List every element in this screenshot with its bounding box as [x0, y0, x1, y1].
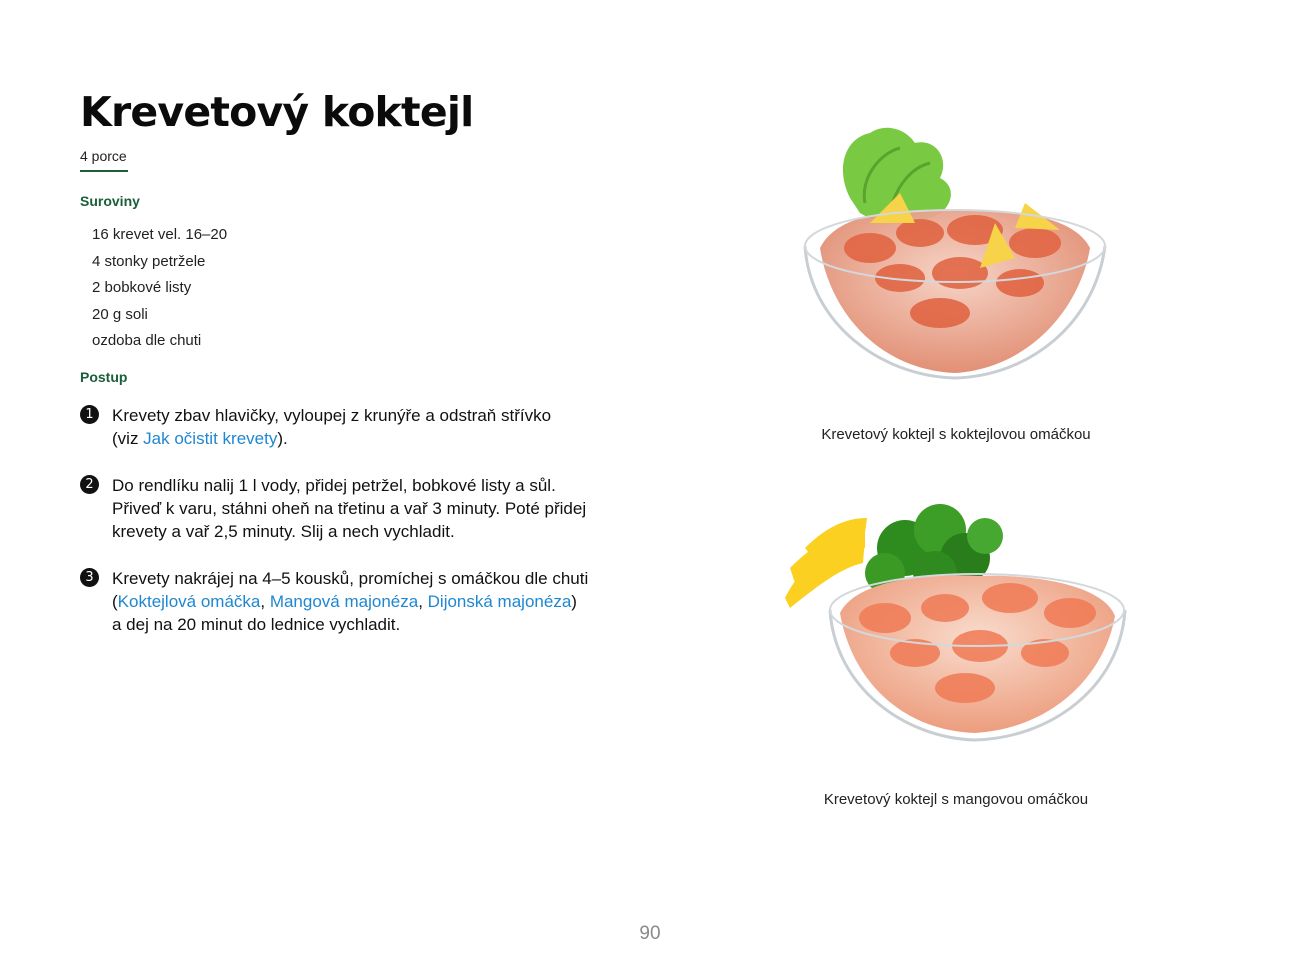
- servings-label: 4 porce: [80, 148, 128, 172]
- ingredients-list: [92, 222, 227, 355]
- step-3: [80, 567, 640, 636]
- link-cocktail-sauce[interactable]: Koktejlová omáčka: [117, 592, 261, 611]
- photo-caption-1: Krevetový koktejl s koktejlovou omáčkou: [821, 426, 1091, 443]
- page-number: 90: [639, 923, 661, 944]
- mango-slices-icon: [785, 518, 867, 608]
- link-mango-mayo[interactable]: Mangová majonéza: [269, 592, 419, 611]
- step-text: ).: [277, 429, 288, 448]
- ingredient-item: ozdoba dle chuti: [92, 332, 202, 349]
- link-dijon-mayo[interactable]: Dijonská majonéza: [427, 592, 572, 611]
- link-clean-shrimp[interactable]: Jak očistit krevety: [143, 429, 278, 448]
- step-text: Krevety zbav hlavičky, vyloupej z krunýře a odstraň střívko: [112, 406, 552, 425]
- step-text: ,: [418, 592, 428, 611]
- recipe-title: Krevetový koktejl: [80, 88, 474, 136]
- ingredient-item: 20 g soli: [92, 305, 148, 323]
- step-number-badge: 1: [80, 405, 99, 424]
- shrimp-cocktail-photo-2: [785, 488, 1130, 743]
- step-text: ): [571, 592, 577, 611]
- method-heading: Postup: [80, 369, 128, 385]
- ingredient-item: 2 bobkové listy: [92, 279, 192, 296]
- ingredient-item: 16 krevet vel. 16–20: [92, 226, 228, 243]
- method-steps: [80, 404, 640, 636]
- step-text: Krevety nakrájej na 4–5 kousků, promíchej s omáčkou dle chuti: [112, 569, 589, 588]
- ingredient-item: 4 stonky petržele: [92, 252, 206, 270]
- step-text: (: [112, 592, 118, 611]
- photo-caption-2: Krevetový koktejl s mangovou omáčkou: [823, 791, 1089, 808]
- step-number-badge: 2: [80, 475, 99, 494]
- step-1: [80, 404, 640, 450]
- ingredients-heading: Suroviny: [80, 193, 140, 209]
- step-text: Do rendlíku nalij 1 l vody, přidej petržel, bobkové listy a sůl. Přiveď k varu, stáhni oheň na třetinu a vař 3 minuty. Poté přidej krevety a vař 2,5 minuty. Slij a nech vychladit.: [112, 476, 587, 541]
- step-text: a dej na 20 minut do lednice vychladit.: [112, 615, 401, 634]
- shrimp-cocktail-photo-1: [790, 118, 1120, 383]
- step-number-badge: 3: [80, 568, 99, 587]
- step-2: [80, 474, 607, 543]
- step-text: ,: [260, 592, 270, 611]
- step-text: (viz: [112, 429, 144, 448]
